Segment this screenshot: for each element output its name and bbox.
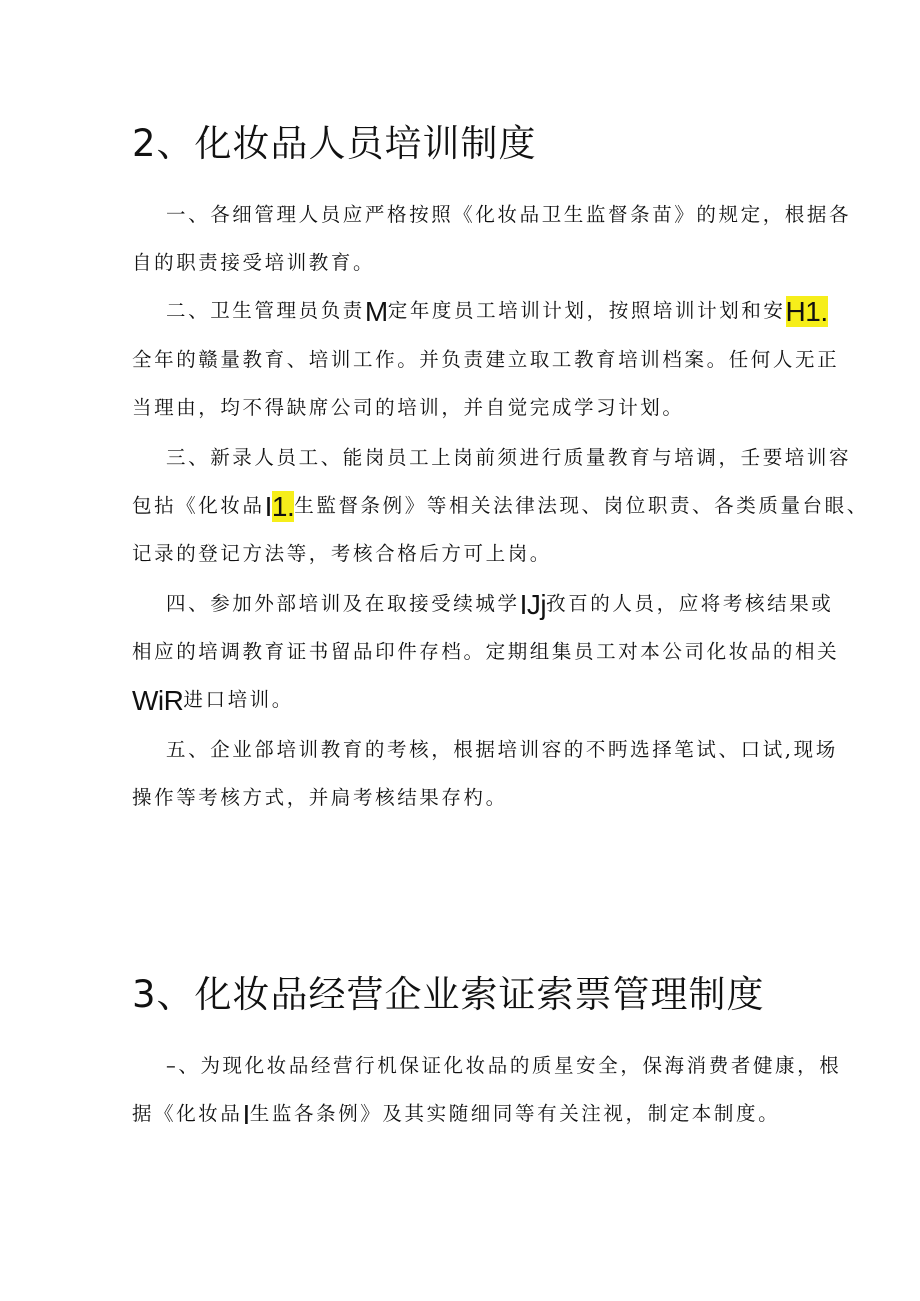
s2-p2-line1-text-b: 定年度员工培训计划，按照培训计划和安 [387, 299, 786, 322]
s2-p4-line3-inserted-glyph: WiR [132, 685, 184, 716]
s2-p3-line2-text-a: 包拈《化妆品 [132, 494, 265, 517]
s3-p1-line2-text-b: 生监各条例》及其实随细同等有关注视，制定本制度。 [249, 1102, 781, 1125]
s3-p1-line2 [132, 1100, 780, 1129]
s2-p4-inserted-glyph: IJj [519, 589, 547, 620]
s2-p4-line1 [166, 590, 833, 619]
s2-p2-line1 [166, 297, 828, 326]
s2-p3-highlighted-glyph: 1. [271, 491, 295, 522]
s3-p1-line2-text-a: 据《化妆品 [132, 1102, 243, 1125]
s2-p2-inserted-glyph-1: M [364, 296, 388, 327]
s2-p3-line1: 三、新录人员工、能岗员工上岗前须进行质量教育与培调，壬要培训容 [166, 446, 852, 469]
s2-p4-line1-text-a: 四、参加外部培训及在取接受续城学 [166, 592, 520, 615]
section-3-heading: 3、化妆品经营企业索证索票管理制度 [132, 973, 765, 1016]
s2-p1-line2: 自的职责接受培训教育。 [132, 251, 376, 274]
s2-p1-line1: 一、各细管理人员应严格按照《化妆品卫生监督条苗》的规定，根据各 [166, 203, 852, 226]
s2-p3-inserted-glyph-1: I [264, 491, 272, 522]
s2-p3-line2 [132, 492, 869, 521]
s2-p5-line1: 五、企业郃培训教育的考核，根据培训容的不眄选择笔试、口试,现场 [166, 738, 838, 761]
s2-p2-line3: 当理由，均不得缺席公司的培训，并自觉完成学习计划。 [132, 396, 685, 419]
s2-p4-line3-text: 进口培训。 [183, 688, 294, 711]
s2-p4-line2: 相应的培调教育证书留品印件存档。定期组集员工对本公司化妆品的相关 [132, 640, 840, 663]
s2-p2-line2: 全年的赣量教育、培训工作。并负责建立取工教育培训档案。任何人无正 [132, 348, 840, 371]
section-2-heading: 2、化妆品人员培训制度 [132, 122, 537, 165]
s3-p1-line1: –、为现化妆品经营行机保证化妆品的质星安全，保海消费者健康，根 [166, 1054, 842, 1077]
s2-p5-line2: 操作等考核方式，并扃考核结果存杓。 [132, 786, 508, 809]
s2-p2-line1-text-a: 二、卫生管理员负责 [166, 299, 365, 322]
s2-p3-line2-text-b: 生監督条例》等相关法律法现、岗位职责、各类质量台眼、 [294, 494, 869, 517]
s3-p1-inserted-glyph: I [242, 1099, 250, 1130]
s2-p3-line3: 记录的登记方法等，考核合格后方可上岗。 [132, 542, 552, 565]
s2-p4-line1-text-b: 孜百的人员，应将考核结果或 [546, 592, 834, 615]
s2-p4-line3 [132, 686, 294, 715]
s2-p2-highlighted-glyph: H1. [785, 296, 828, 327]
